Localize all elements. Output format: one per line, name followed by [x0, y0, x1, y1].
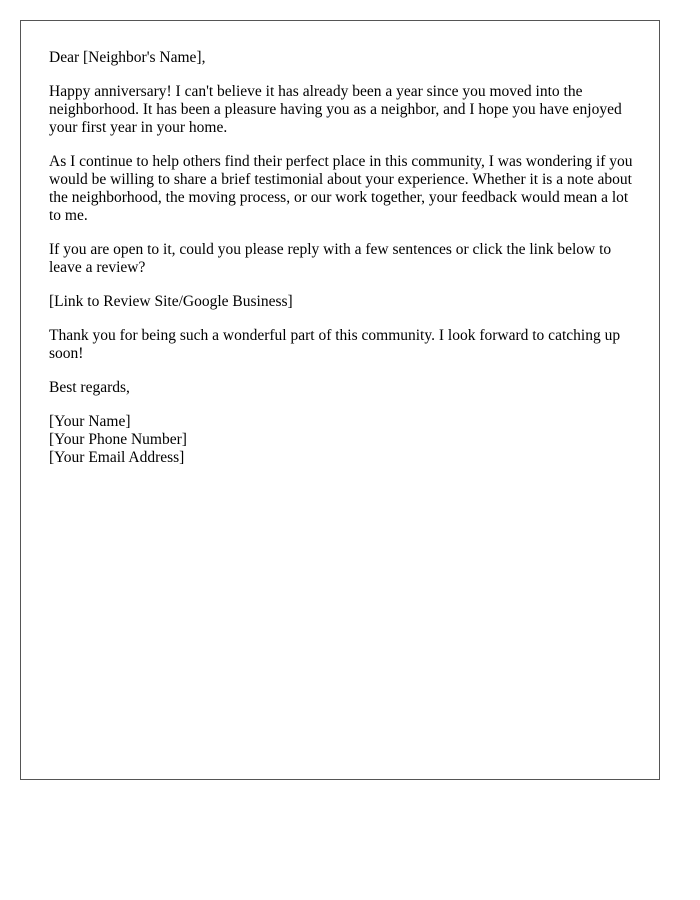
signature-block: [49, 413, 639, 467]
signature-email: [Your Email Address]: [49, 449, 185, 466]
paragraph-thank-you: Thank you for being such a wonderful part of this community. I look forward to catching up soon!: [49, 327, 621, 362]
signature-name: [Your Name]: [49, 413, 131, 430]
salutation: Dear [Neighbor's Name],: [49, 49, 206, 66]
paragraph-review-request: If you are open to it, could you please reply with a few sentences or click the link below to leave a review?: [49, 241, 612, 276]
closing: Best regards,: [49, 379, 130, 396]
paragraph-anniversary: Happy anniversary! I can't believe it has already been a year since you moved into the neighborhood. It has been a pleasure having you as a neighbor, and I hope you have enjoyed your first year in your home.: [49, 83, 622, 136]
signature-phone: [Your Phone Number]: [49, 431, 187, 448]
letter-page: [20, 20, 660, 780]
paragraph-testimonial-request: As I continue to help others find their perfect place in this community, I was wondering if you would be willing to share a brief testimonial about your experience. Whether it is a note about the neighborhood, the moving process, or our work together, your feedback would mean a lot to me.: [49, 153, 633, 224]
review-link-placeholder: [Link to Review Site/Google Business]: [49, 293, 293, 310]
letter-body: [49, 49, 639, 467]
